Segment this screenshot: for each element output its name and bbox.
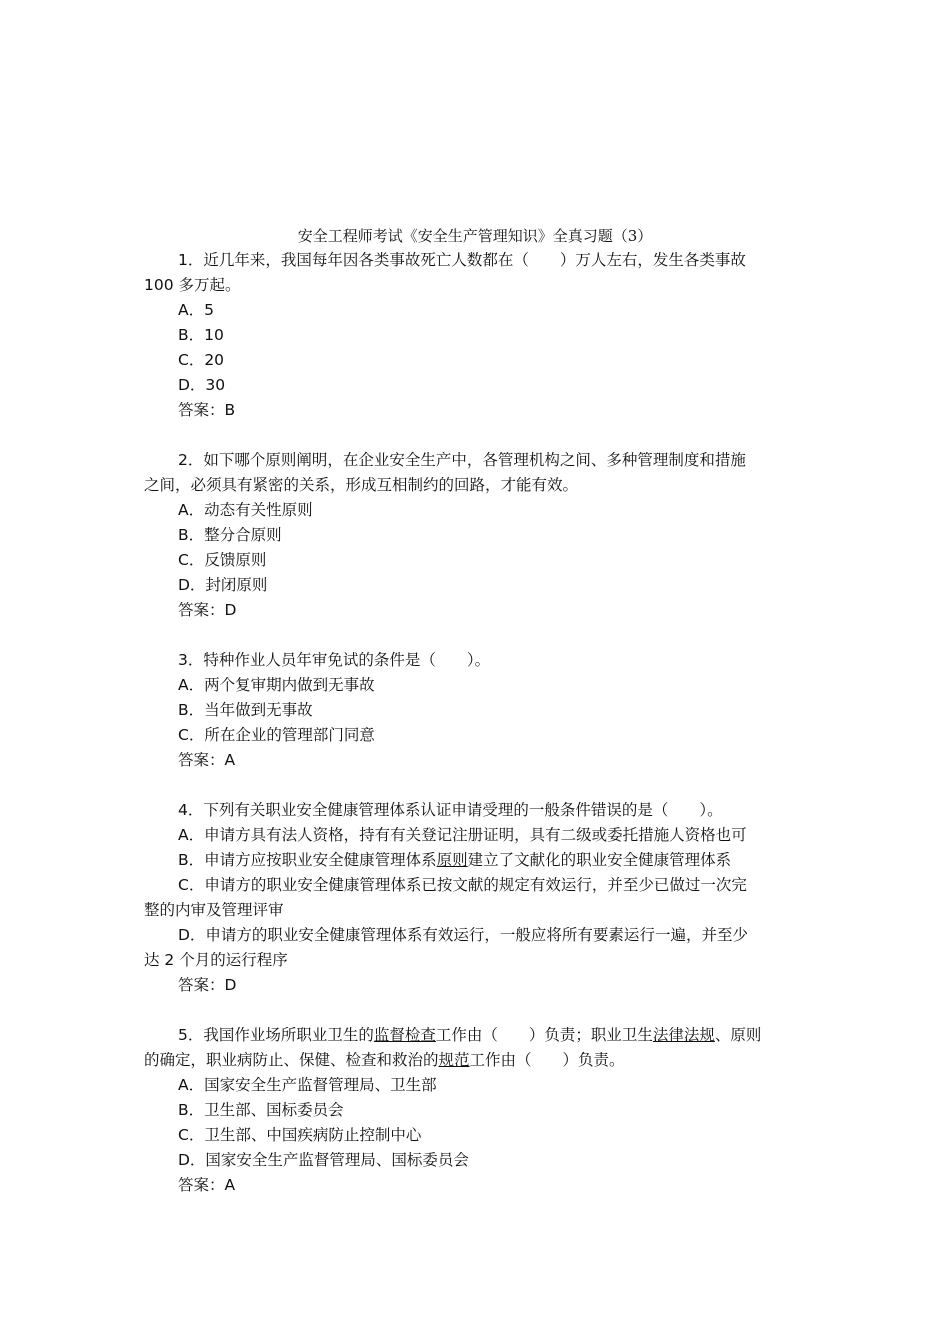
option-b: B．10 [178, 326, 224, 344]
spacer [144, 998, 800, 1023]
question-text: 2．如下哪个原则阐明，在企业安全生产中，各管理机构之间、多种管理制度和措施 [178, 451, 746, 469]
option-c: C．申请方的职业安全健康管理体系已按文献的规定有效运行，并至少已做过一次完 [178, 876, 747, 894]
question-text: 4．下列有关职业安全健康管理体系认证申请受理的一般条件错误的是（ ）。 [178, 801, 723, 819]
answer-text: 答案：A [178, 751, 236, 769]
question-list [144, 248, 800, 1198]
question-text: 1．近几年来，我国每年因各类事故死亡人数都在（ ）万人左右，发生各类事故 [178, 251, 746, 269]
question-3 [144, 648, 800, 773]
spacer [144, 423, 800, 448]
option-c: C．卫生部、中国疾病防止控制中心 [178, 1126, 422, 1144]
question-text: 3．特种作业人员年审免试的条件是（ ）。 [178, 651, 491, 669]
question-4 [144, 798, 800, 998]
page-title: 安全工程师考试《安全生产管理知识》全真习题（3） [297, 227, 653, 245]
answer-text: 答案：D [178, 976, 237, 994]
underlined-term: 法律法规 [652, 1026, 715, 1044]
option-d: D．国家安全生产监督管理局、国标委员会 [178, 1151, 469, 1169]
answer-text: 答案：B [178, 401, 236, 419]
option-d: D．封闭原则 [178, 576, 268, 594]
option-a: A．动态有关性原则 [178, 501, 313, 519]
option-d-cont: 达 2 个月的运行程序 [144, 951, 288, 969]
option-a: A．申请方具有法人资格，持有有关登记注册证明，具有二级或委托措施人资格也可 [178, 826, 747, 844]
underlined-term: 监督检查 [373, 1026, 436, 1044]
question-text [144, 1048, 800, 1073]
question-text-part: 工作由（ ）负责；职业卫生 [435, 1026, 653, 1044]
question-text: 之间，必须具有紧密的关系，形成互相制约的回路，才能有效。 [144, 476, 579, 494]
answer-text: 答案：A [178, 1176, 236, 1194]
question-text-part: 5．我国作业场所职业卫生的 [178, 1026, 374, 1044]
option-c: C．所在企业的管理部门同意 [178, 726, 375, 744]
spacer [144, 623, 800, 648]
option-a: A．5 [178, 301, 214, 319]
question-5 [144, 1023, 800, 1198]
option-d: D．30 [178, 376, 226, 394]
option-c: C．20 [178, 351, 225, 369]
underlined-term: 原则 [436, 851, 468, 869]
question-text-part: 、原则 [714, 1026, 762, 1044]
answer-text: 答案：D [178, 601, 237, 619]
option-a: A．两个复审期内做到无事故 [178, 676, 375, 694]
option-b: B．整分合原则 [178, 526, 282, 544]
option-c: C．反馈原则 [178, 551, 267, 569]
option-b [144, 848, 800, 873]
question-text [144, 1023, 800, 1048]
option-b: B．卫生部、国标委员会 [178, 1101, 344, 1119]
question-text-part: 工作由（ ）负责。 [469, 1051, 625, 1069]
option-text: 建立了文献化的职业安全健康管理体系 [467, 851, 732, 869]
option-c-cont: 整的内审及管理评审 [144, 901, 284, 919]
option-a: A．国家安全生产监督管理局、卫生部 [178, 1076, 437, 1094]
question-text: 100 多万起。 [144, 276, 241, 294]
question-text-part: 的确定，职业病防止、保健、检查和救治的 [144, 1051, 439, 1069]
spacer [144, 773, 800, 798]
question-2 [144, 448, 800, 623]
underlined-term: 规范 [438, 1051, 470, 1069]
question-1 [144, 248, 800, 423]
option-b: B．当年做到无事故 [178, 701, 313, 719]
option-d: D．申请方的职业安全健康管理体系有效运行，一般应将所有要素运行一遍，并至少 [178, 926, 748, 944]
option-text: B．申请方应按职业安全健康管理体系 [178, 851, 437, 869]
